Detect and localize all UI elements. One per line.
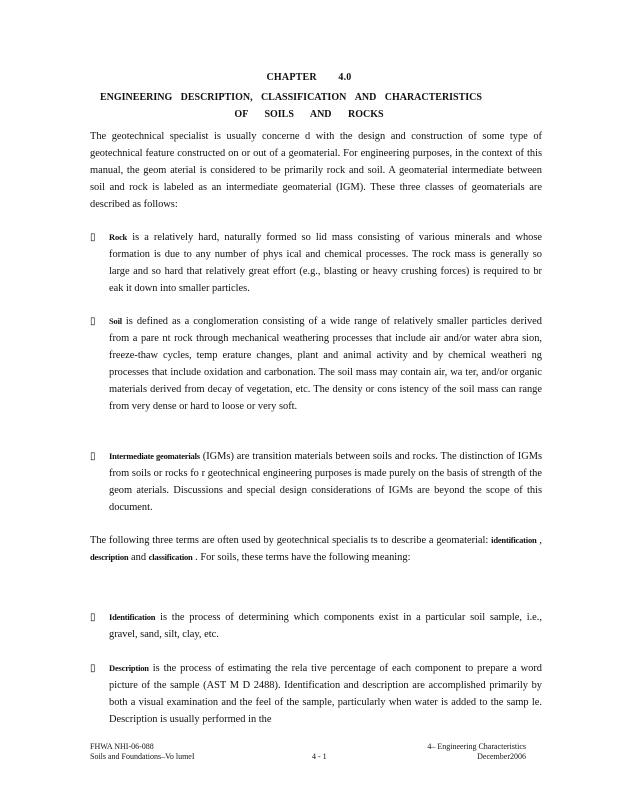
footer-left <box>90 742 195 762</box>
class-description: is defined as a conglomeration consisting of a wide range of relatively smaller particles derived from a pare nt rock through mechanical weathering processes that include air and/or water abra sion, freeze-thaw cycles, temp erature changes, plant and animal activity and by chemical weatheri ng processes that include oxidation and carbonation. The soil mass may contain air, wa ter, and/or organic materials derived from decay of vegetation, etc. The density or cons istency of the soil mass can range from very dense or hard to loose or very soft. <box>109 316 542 412</box>
terms-separator: , <box>536 535 542 546</box>
class-term: Rock <box>109 232 128 242</box>
definition-body: is the process of estimating the rela tive percentage of each component to prepare a word picture of the sample (AST M D 2488). Identification and description are accomplished primarily by both a visual examination and the feel of the sample, particularly when water is added to the samp le. Description is usually performed in the <box>109 663 542 725</box>
term-identification: identification <box>491 535 537 545</box>
class-description: is a relatively hard, naturally formed so lid mass consisting of various minerals and whose formation is due to any number of phys ical and chemical processes. The rock mass is generally so large and so hard that relatively great effort (e.g., blasting or heavy crushing forces) is required to br eak it down into smaller particles. <box>109 232 542 294</box>
term-classification: classification <box>148 552 193 562</box>
chapter-title-line-2: OF SOILS AND ROCKS <box>234 109 384 120</box>
term-description: description <box>90 552 129 562</box>
footer-doc-id: FHWA NHI-06-088 <box>90 742 154 751</box>
intro-paragraph: The geotechnical specialist is usually concerne d with the design and construction of some type of geotechnical feature constructed on or out of a geomaterial. For engineering purposes, in the context of this manual, the geom aterial is considered to be primarily rock and soil. A geomaterial intermediate between soil and rock is labeled as an intermediate geomaterial (IGM). These three classes of geomaterials are described as follows: <box>90 131 542 210</box>
footer-chapter: 4– Engineering Characteristics <box>427 742 526 751</box>
footer-right <box>427 742 526 762</box>
footer-date: December2006 <box>477 752 526 761</box>
footer-volume: Soils and Foundations–Vo lumeI <box>90 752 195 761</box>
terms-tail: . For soils, these terms have the following meaning: <box>192 552 411 563</box>
terms-separator: and <box>128 552 149 563</box>
class-item-igm <box>90 448 542 516</box>
class-item-text <box>109 448 542 516</box>
class-item-soil <box>90 313 542 415</box>
class-item-rock <box>90 229 542 297</box>
bullet-icon: ▯ <box>90 612 96 623</box>
title-word: DESCRIPTION, <box>180 92 253 103</box>
terms-lead: The following three terms are often used by geotechnical specialis ts to describe a geomaterial: <box>90 535 492 546</box>
definition-description <box>90 660 542 728</box>
bullet-icon: ▯ <box>90 451 96 462</box>
title-word: CLASSIFICATION <box>260 92 347 103</box>
bullet-icon: ▯ <box>90 232 96 243</box>
title-word: AND <box>354 92 377 103</box>
class-term: Intermediate geomaterials <box>109 451 200 461</box>
bullet-icon: ▯ <box>90 316 96 327</box>
class-description: (IGMs) are transition materials between soils and rocks. The distinction of IGMs from soils or rocks fo r geotechnical engineering purposes is made purely on the basis of strength of the geom aterials. Discussions and special design considerations of IGMs are beyond the scope of this document. <box>109 451 543 513</box>
title-word: ENGINEERING <box>100 92 173 103</box>
class-term: Soil <box>109 316 122 326</box>
definition-term: Identification <box>109 612 156 622</box>
chapter-title-line-1 <box>100 92 482 103</box>
definition-body: is the process of determining which components exist in a particular soil sample, i.e., gravel, sand, silt, clay, etc. <box>109 612 542 640</box>
definition-identification <box>90 609 542 643</box>
definition-term: Description <box>109 663 149 673</box>
title-word: CHARACTERISTICS <box>384 92 482 103</box>
class-item-text <box>109 229 542 297</box>
definition-text <box>109 660 542 728</box>
class-item-text <box>109 313 542 415</box>
bullet-icon: ▯ <box>90 663 96 674</box>
page-number: 4 - 1 <box>312 752 327 761</box>
definition-text <box>109 609 542 643</box>
terms-paragraph <box>90 532 542 566</box>
chapter-heading: CHAPTER 4.0 <box>266 72 352 83</box>
